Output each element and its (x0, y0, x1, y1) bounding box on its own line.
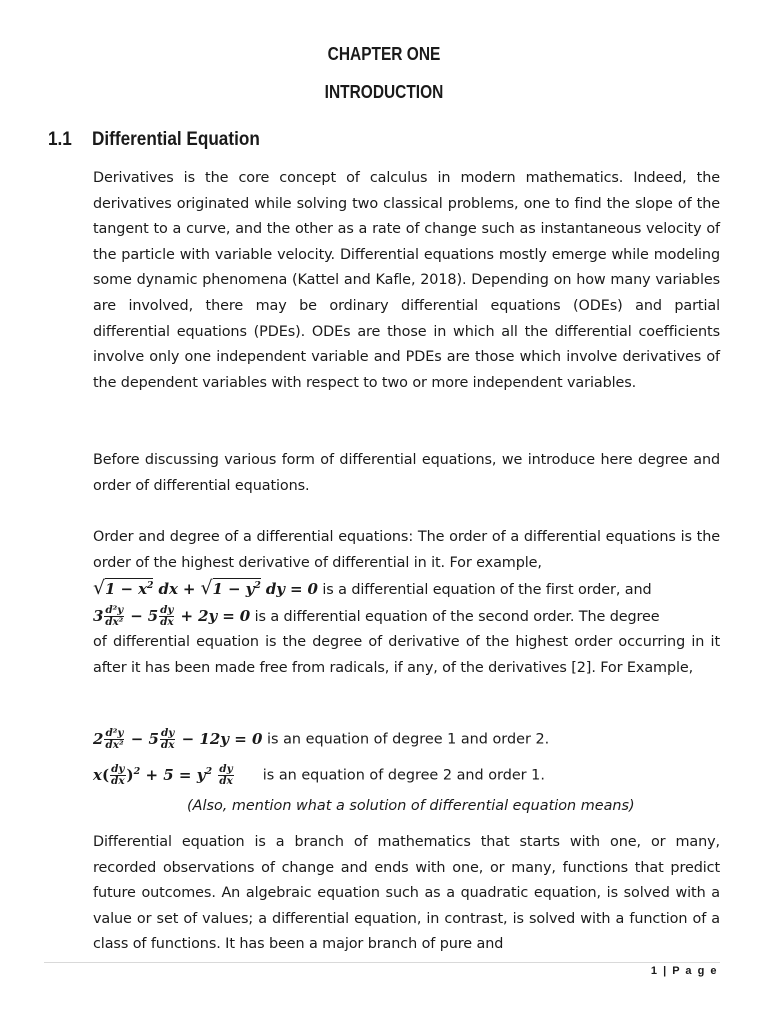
section-number: 1.1 (48, 128, 72, 150)
paragraph-branch-of-mathematics: Differential equation is a branch of mathematics that starts with one, or many, recorded observations of change and ends with one, or many, functions that predict future outcomes. An algebraic equation such as a quadratic equation, is solved with a value or set of values; a differential equation, in contrast, is solved with a function of a class of functions. It has been a major branch of pure and (93, 834, 720, 953)
example-1-description: is an equation of degree 1 and order 2. (262, 731, 550, 748)
eq1-description: is a differential equation of the first order, and (317, 582, 652, 599)
chapter-subtitle: INTRODUCTION (324, 82, 444, 102)
page-number: 1 | P a g e (650, 965, 718, 977)
example-1 (93, 728, 549, 751)
section-heading (48, 128, 260, 151)
eq1-line (93, 576, 720, 604)
example-1-equation: 2 $\frac{\text{d²y}}{\text{dx²}}$ − 5 $\frac{dy}{dx}$ − 12y = 0 (93, 727, 263, 751)
example-2-equation: x( $\frac{dy}{dx}$ )$^2 + 5 = y^2$ $\frac{dy}{dx}$ (93, 763, 233, 787)
footer-divider (44, 962, 720, 963)
paragraph-before-discussing: Before discussing various form of differential equations, we introduce here degree and order of differential equations. (93, 452, 720, 494)
order-degree-intro: Order and degree of a differential equations: The order of a differential equations is the order of the highest derivative of differential in it. For example, (93, 529, 720, 571)
eq2-line (93, 604, 720, 631)
example-2-description: is an equation of degree 2 and order 1. (262, 767, 545, 784)
equation-second-order: 3 $\frac{\text{d²y}}{\text{dx²}}$ − 5 $\frac{dy}{dx}$ + 2y = 0 (93, 604, 251, 629)
equation-first-order: $√1 - x^2$ dx + $√1 - y^2$ dy = 0 (93, 577, 318, 600)
chapter-title: CHAPTER ONE (327, 44, 441, 64)
eq2-description: is a differential equation of the second order. The degree (250, 608, 660, 625)
paragraph-order-degree (93, 525, 720, 682)
paragraph-derivatives: Derivatives is the core concept of calculus in modern mathematics. Indeed, the derivatives originated while solving two classical problems, one to find the slope of the tangent to a curve, and the other as a rate of change such as instantaneous velocity of the particle with variable velocity. Differential equations mostly emerge while modeling some dynamic phenomena (Kattel and Kafle, 2018). Depending on how many variables are involved, there may be ordinary differential equations (ODEs) and partial differential equations (PDEs). ODEs are those in which all the differential coefficients involve only one independent variable and PDEs are those which involve derivatives of the dependent variables with respect to two or more independent variables. (93, 170, 720, 391)
example-2 (93, 764, 545, 787)
order-degree-rest: of differential equation is the degree of derivative of the highest order occurring in it after it has been made free from radicals, if any, of the derivatives [2]. For Example, (93, 634, 720, 676)
author-note: (Also, mention what a solution of differential equation means) (187, 798, 635, 814)
section-title: Differential Equation (92, 128, 260, 150)
